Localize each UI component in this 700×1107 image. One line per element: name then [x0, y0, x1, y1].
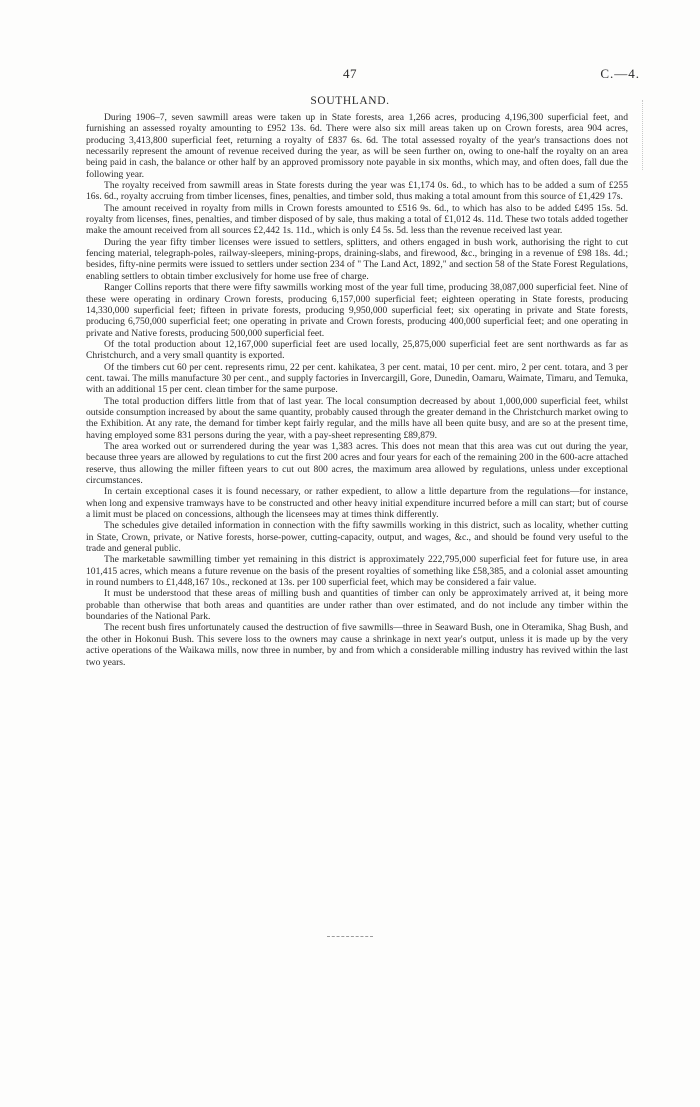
- paragraph-6: Of the total production about 12,167,000 superficial feet are used locally, 25,875,000 superficial feet are sent northwards as far as Christchurch, and a very small quantity is exported.: [86, 338, 628, 362]
- page-header: [60, 66, 640, 82]
- footer-rule: [327, 936, 373, 937]
- paragraph-1: During 1906–7, seven sawmill areas were taken up in State forests, area 1,266 acres, producing 4,196,300 superficial feet, and furnishing an assessed royalty amounting to £952 13s. 6d. There were also six mill areas taken up on Crown forests, area 904 acres, producing 3,413,800 superficial feet, returning a royalty of £837 6s. 6d. The total assessed royalty of the year's transactions does not necessarily represent the amount of revenue received during the year, as will be seen further on, owing to one-half the royalty on an area being paid in cash, the balance or other half by an approved promissory note payable in six months, which may, and often does, fall due the following year.: [86, 112, 628, 180]
- paragraph-12: The marketable sawmilling timber yet remaining in this district is approximately 222,795,000 superficial feet for future use, in area 101,415 acres, which means a future revenue on the basis of the present royalties of something like £58,385, and a colonial asset amounting in round numbers to £1,448,167 10s., reckoned at 13s. per 100 superficial feet, which may be considered a fair value.: [86, 554, 628, 589]
- paragraph-10: In certain exceptional cases it is found necessary, or rather expedient, to allow a little departure from the regulations—for instance, when long and expensive tramways have to be constructed and other heavy initial expenditure incurred before a mill can start; but of course a limit must be placed on concessions, although the licensees may at times think differently.: [86, 486, 628, 521]
- scan-margin-mark: [642, 100, 643, 170]
- paragraph-5: Ranger Collins reports that there were fifty sawmills working most of the year full time, producing 38,087,000 superficial feet. Nine of these were operating in ordinary Crown forests, producing 6,157,000 superficial feet; eighteen operating in State forests, producing 14,330,000 superficial feet; fifteen in private forests, producing 9,950,000 superficial feet; six operating in private and State forests, producing 6,750,000 superficial feet; one operating in private and Crown forests, producing 400,000 superficial feet; and one operating in private and Native forests, producing 500,000 superficial feet.: [86, 282, 628, 339]
- paragraph-4: During the year fifty timber licenses were issued to settlers, splitters, and others engaged in bush work, authorising the right to cut fencing material, telegraph-poles, railway-sleepers, mining-props, draining-slabs, and firewood, &c., bringing in a revenue of £98 18s. 4d.; besides, fifty-nine permits were issued to settlers under section 234 of " The Land Act, 1892," and section 58 of the State Forest Regulations, enabling settlers to obtain timber exclusively for home use free of charge.: [86, 236, 628, 282]
- paragraph-9: The area worked out or surrendered during the year was 1,383 acres. This does not mean that this area was cut out during the year, because three years are allowed by regulations to cut the first 200 acres and four years for each of the remaining 200 in the 600-acre attached reserve, thus allowing the miller fifteen years to cut out 800 acres, the maximum area allowed by regulations, unless under exceptional circumstances.: [86, 440, 628, 486]
- paragraph-3: The amount received in royalty from mills in Crown forests amounted to £516 9s. 6d., to which has also to be added £495 15s. 5d. royalty from licenses, fines, penalties, and timber disposed of by sale, thus making a total of £1,012 4s. 11d. These two totals added together make the amount received from all sources £2,442 1s. 11d., which is only £4 5s. 5d. less than the revenue received last year.: [86, 202, 628, 237]
- paragraph-14: The recent bush fires unfortunately caused the destruction of five sawmills—three in Seaward Bush, one in Oteramika, Shag Bush, and the other in Hokonui Bush. This severe loss to the owners may cause a shrinkage in next year's output, unless it is made up by the very active operations of the Waikawa mills, now three in number, by and from which a considerable milling industry has revived within the last two years.: [86, 622, 628, 668]
- paragraph-11: The schedules give detailed information in connection with the fifty sawmills working in this district, such as locality, whether cutting in State, Crown, private, or Native forests, horse-power, cutting-capacity, output, and wages, &c., and should be found very useful to the trade and general public.: [86, 520, 628, 555]
- paragraph-7: Of the timbers cut 60 per cent. represents rimu, 22 per cent. kahikatea, 3 per cent. matai, 10 per cent. miro, 2 per cent. totara, and 3 per cent. tawai. The mills manufacture 30 per cent., and supply factories in Invercargill, Gore, Dunedin, Oamaru, Waimate, Timaru, and Temuka, with an additional 15 per cent. clean timber for the same purpose.: [86, 361, 628, 396]
- paragraph-2: The royalty received from sawmill areas in State forests during the year was £1,174 0s. 6d., to which has to be added a sum of £255 16s. 6d., royalty accruing from timber licenses, fines, penalties, and timber sold, thus making a total amount from this source of £1,429 17s.: [86, 180, 628, 203]
- page-number: 47: [343, 66, 357, 81]
- section-title: SOUTHLAND.: [310, 95, 390, 107]
- paragraph-8: The total production differs little from that of last year. The local consumption decreased by about 1,000,000 superficial feet, whilst outside consumption increased by about the same quantity, probably caused through the greater demand in the Christchurch market owing to the Exhibition. At any rate, the demand for timber kept fairly regular, and the mills have all been quite busy, and are so at the present time, having employed some 831 persons during the year, with a pay-sheet representing £89,879.: [86, 395, 628, 441]
- body-text: [86, 112, 628, 668]
- paragraph-13: It must be understood that these areas of milling bush and quantities of timber can only be approximately arrived at, it being more probable than otherwise that both areas and quantities are under rather than over estimated, and do not include any timber within the boundaries of the National Park.: [86, 588, 628, 623]
- document-reference: C.—4.: [600, 66, 640, 81]
